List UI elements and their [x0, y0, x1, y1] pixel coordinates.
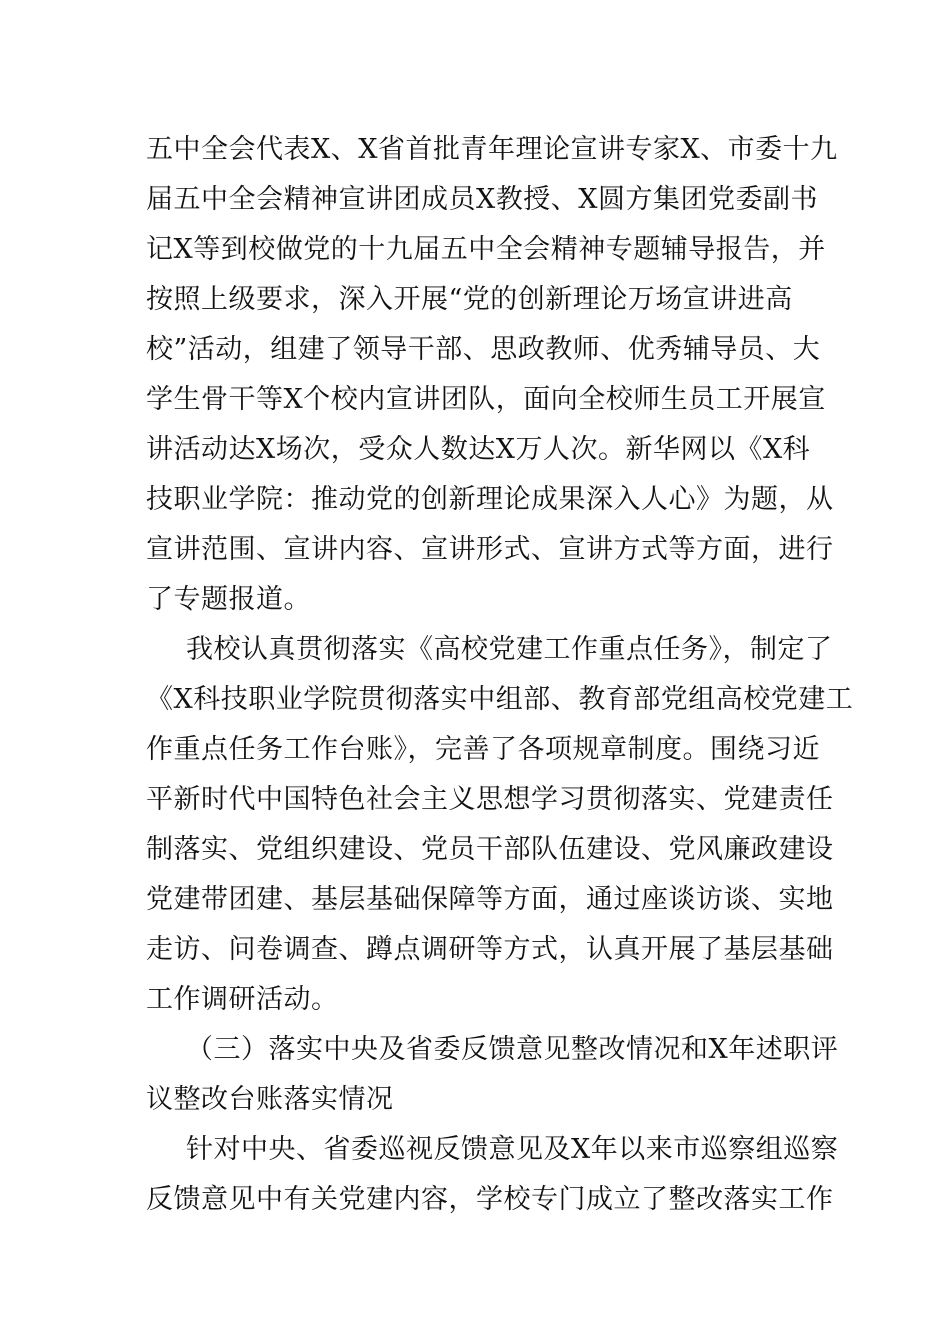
paragraph-start-line: 针对中央、省委巡视反馈意见及X年以来市巡察组巡察 — [186, 1134, 839, 1165]
text-line: 走访、问卷调查、蹲点调研等方式，认真开展了基层基础 — [146, 934, 834, 965]
text-line: 作重点任务工作台账》，完善了各项规章制度。围绕习近 — [146, 734, 820, 765]
text-line: 按照上级要求，深入开展“党的创新理论万场宣讲进高 — [146, 284, 793, 315]
text-line: 党建带团建、基层基础保障等方面，通过座谈访谈、实地 — [146, 884, 834, 915]
text-line: 工作调研活动。 — [146, 984, 339, 1015]
text-line: 讲活动达X场次，受众人数达X万人次。新华网以《X科 — [146, 434, 811, 465]
text-line: 学生骨干等X个校内宣讲团队，面向全校师生员工开展宣 — [146, 384, 826, 415]
text-line: 记X等到校做党的十九届五中全会精神专题辅导报告，并 — [146, 234, 826, 265]
text-line: 了专题报道。 — [146, 584, 311, 615]
text-line: 五中全会代表X、X省首批青年理论宣讲专家X、市委十九 — [146, 134, 838, 165]
section-heading-continued: 议整改台账落实情况 — [146, 1084, 394, 1115]
text-line: 《X科技职业学院贯彻落实中组部、教育部党组高校党建工 — [146, 684, 854, 715]
text-line: 校”活动，组建了领导干部、思政教师、优秀辅导员、大 — [146, 334, 821, 365]
text-line: 反馈意见中有关党建内容，学校专门成立了整改落实工作 — [146, 1184, 834, 1215]
text-line: 届五中全会精神宣讲团成员X教授、X圆方集团党委副书 — [146, 184, 818, 215]
paragraph-start-line: 我校认真贯彻落实《高校党建工作重点任务》，制定了 — [186, 634, 833, 665]
text-line: 宣讲范围、宣讲内容、宣讲形式、宣讲方式等方面，进行 — [146, 534, 834, 565]
section-heading: （三）落实中央及省委反馈意见整改情况和X年述职评 — [186, 1034, 839, 1065]
text-line: 制落实、党组织建设、党员干部队伍建设、党风廉政建设 — [146, 834, 834, 865]
text-line: 平新时代中国特色社会主义思想学习贯彻落实、党建责任 — [146, 784, 834, 815]
text-line: 技职业学院：推动党的创新理论成果深入人心》为题，从 — [146, 484, 834, 515]
